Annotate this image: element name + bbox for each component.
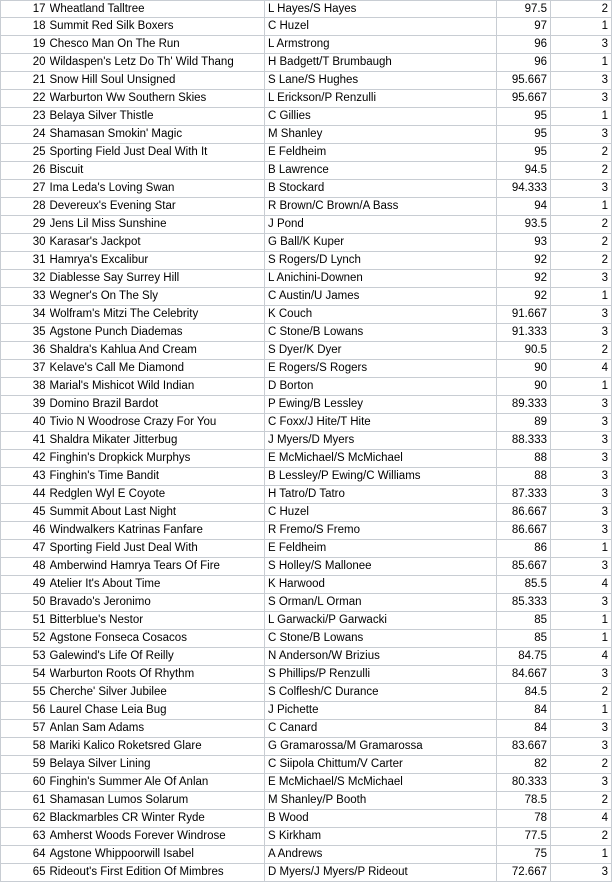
table-row[interactable] (1, 720, 612, 738)
rank-cell[interactable]: 29 (1, 216, 50, 234)
score-cell[interactable]: 91.667 (497, 306, 551, 324)
dog-name-cell[interactable]: Windwalkers Katrinas Fanfare (50, 522, 265, 540)
score-cell[interactable]: 94.333 (497, 180, 551, 198)
count-cell[interactable]: 4 (551, 360, 612, 378)
score-cell[interactable]: 80.333 (497, 774, 551, 792)
score-cell[interactable]: 88 (497, 468, 551, 486)
table-row[interactable] (1, 378, 612, 396)
results-table-body (1, 1, 612, 882)
dog-name-cell[interactable]: Karasar's Jackpot (50, 234, 265, 252)
dog-name-cell[interactable]: Warburton Ww Southern Skies (50, 90, 265, 108)
table-row[interactable] (1, 648, 612, 666)
count-cell[interactable]: 3 (551, 504, 612, 522)
table-row[interactable] (1, 270, 612, 288)
table-row[interactable] (1, 432, 612, 450)
rank-cell[interactable]: 24 (1, 126, 50, 144)
table-row[interactable] (1, 684, 612, 702)
owners-cell[interactable]: M Shanley (265, 126, 497, 144)
score-cell[interactable]: 85.333 (497, 594, 551, 612)
owners-cell[interactable]: E Feldheim (265, 540, 497, 558)
owners-cell[interactable]: C Foxx/J Hite/T Hite (265, 414, 497, 432)
rank-cell[interactable]: 47 (1, 540, 50, 558)
table-row[interactable] (1, 360, 612, 378)
rank-cell[interactable]: 27 (1, 180, 50, 198)
table-row[interactable] (1, 162, 612, 180)
count-cell[interactable]: 3 (551, 486, 612, 504)
rank-cell[interactable]: 21 (1, 72, 50, 90)
count-cell[interactable]: 3 (551, 522, 612, 540)
owners-cell[interactable]: L Erickson/P Renzulli (265, 90, 497, 108)
count-cell[interactable]: 2 (551, 792, 612, 810)
table-row[interactable] (1, 558, 612, 576)
rank-cell[interactable]: 49 (1, 576, 50, 594)
dog-name-cell[interactable]: Amberwind Hamrya Tears Of Fire (50, 558, 265, 576)
table-row[interactable] (1, 180, 612, 198)
dog-name-cell[interactable]: Tivio N Woodrose Crazy For You (50, 414, 265, 432)
dog-name-cell[interactable]: Bravado's Jeronimo (50, 594, 265, 612)
dog-name-cell[interactable]: Kelave's Call Me Diamond (50, 360, 265, 378)
owners-cell[interactable]: S Rogers/D Lynch (265, 252, 497, 270)
table-row[interactable] (1, 612, 612, 630)
count-cell[interactable]: 3 (551, 864, 612, 882)
score-cell[interactable]: 88 (497, 450, 551, 468)
dog-name-cell[interactable]: Shaldra's Kahlua And Cream (50, 342, 265, 360)
rank-cell[interactable]: 56 (1, 702, 50, 720)
owners-cell[interactable]: L Armstrong (265, 36, 497, 54)
count-cell[interactable]: 3 (551, 414, 612, 432)
owners-cell[interactable]: S Holley/S Mallonee (265, 558, 497, 576)
score-cell[interactable]: 92 (497, 252, 551, 270)
rank-cell[interactable]: 31 (1, 252, 50, 270)
dog-name-cell[interactable]: Domino Brazil Bardot (50, 396, 265, 414)
owners-cell[interactable]: S Phillips/P Renzulli (265, 666, 497, 684)
table-row[interactable] (1, 1, 612, 18)
score-cell[interactable]: 88.333 (497, 432, 551, 450)
score-cell[interactable]: 90 (497, 360, 551, 378)
dog-name-cell[interactable]: Agstone Whippoorwill Isabel (50, 846, 265, 864)
count-cell[interactable]: 3 (551, 738, 612, 756)
rank-cell[interactable]: 53 (1, 648, 50, 666)
table-row[interactable] (1, 774, 612, 792)
owners-cell[interactable]: S Dyer/K Dyer (265, 342, 497, 360)
score-cell[interactable]: 95.667 (497, 90, 551, 108)
count-cell[interactable]: 3 (551, 396, 612, 414)
score-cell[interactable]: 75 (497, 846, 551, 864)
dog-name-cell[interactable]: Diablesse Say Surrey Hill (50, 270, 265, 288)
score-cell[interactable]: 84.75 (497, 648, 551, 666)
owners-cell[interactable]: G Gramarossa/M Gramarossa (265, 738, 497, 756)
dog-name-cell[interactable]: Anlan Sam Adams (50, 720, 265, 738)
score-cell[interactable]: 85 (497, 630, 551, 648)
score-cell[interactable]: 95.667 (497, 72, 551, 90)
rank-cell[interactable]: 35 (1, 324, 50, 342)
count-cell[interactable]: 2 (551, 756, 612, 774)
score-cell[interactable]: 93.5 (497, 216, 551, 234)
owners-cell[interactable]: J Myers/D Myers (265, 432, 497, 450)
count-cell[interactable]: 2 (551, 216, 612, 234)
dog-name-cell[interactable]: Blackmarbles CR Winter Ryde (50, 810, 265, 828)
table-row[interactable] (1, 18, 612, 36)
score-cell[interactable]: 86.667 (497, 522, 551, 540)
count-cell[interactable]: 3 (551, 90, 612, 108)
table-row[interactable] (1, 72, 612, 90)
score-cell[interactable]: 78.5 (497, 792, 551, 810)
rank-cell[interactable]: 59 (1, 756, 50, 774)
table-row[interactable] (1, 54, 612, 72)
table-row[interactable] (1, 216, 612, 234)
count-cell[interactable]: 3 (551, 36, 612, 54)
score-cell[interactable]: 94 (497, 198, 551, 216)
table-row[interactable] (1, 288, 612, 306)
table-row[interactable] (1, 504, 612, 522)
dog-name-cell[interactable]: Chesco Man On The Run (50, 36, 265, 54)
score-cell[interactable]: 77.5 (497, 828, 551, 846)
table-row[interactable] (1, 450, 612, 468)
score-cell[interactable]: 94.5 (497, 162, 551, 180)
table-row[interactable] (1, 864, 612, 882)
table-row[interactable] (1, 36, 612, 54)
owners-cell[interactable]: S Kirkham (265, 828, 497, 846)
dog-name-cell[interactable]: Sporting Field Just Deal With (50, 540, 265, 558)
owners-cell[interactable]: C Canard (265, 720, 497, 738)
dog-name-cell[interactable]: Sporting Field Just Deal With It (50, 144, 265, 162)
dog-name-cell[interactable]: Shaldra Mikater Jitterbug (50, 432, 265, 450)
rank-cell[interactable]: 25 (1, 144, 50, 162)
owners-cell[interactable]: H Tatro/D Tatro (265, 486, 497, 504)
score-cell[interactable]: 72.667 (497, 864, 551, 882)
count-cell[interactable]: 1 (551, 198, 612, 216)
owners-cell[interactable]: L Hayes/S Hayes (265, 1, 497, 18)
rank-cell[interactable]: 52 (1, 630, 50, 648)
owners-cell[interactable]: S Orman/L Orman (265, 594, 497, 612)
score-cell[interactable]: 92 (497, 270, 551, 288)
owners-cell[interactable]: J Pichette (265, 702, 497, 720)
dog-name-cell[interactable]: Shamasan Smokin' Magic (50, 126, 265, 144)
table-row[interactable] (1, 342, 612, 360)
rank-cell[interactable]: 17 (1, 1, 50, 18)
score-cell[interactable]: 85.667 (497, 558, 551, 576)
count-cell[interactable]: 3 (551, 126, 612, 144)
dog-name-cell[interactable]: Wildaspen's Letz Do Th' Wild Thang (50, 54, 265, 72)
rank-cell[interactable]: 43 (1, 468, 50, 486)
owners-cell[interactable]: E McMichael/S McMichael (265, 450, 497, 468)
owners-cell[interactable]: K Couch (265, 306, 497, 324)
dog-name-cell[interactable]: Hamrya's Excalibur (50, 252, 265, 270)
count-cell[interactable]: 4 (551, 810, 612, 828)
table-row[interactable] (1, 324, 612, 342)
count-cell[interactable]: 2 (551, 828, 612, 846)
count-cell[interactable]: 3 (551, 594, 612, 612)
table-row[interactable] (1, 414, 612, 432)
count-cell[interactable]: 4 (551, 576, 612, 594)
dog-name-cell[interactable]: Ima Leda's Loving Swan (50, 180, 265, 198)
rank-cell[interactable]: 39 (1, 396, 50, 414)
dog-name-cell[interactable]: Amherst Woods Forever Windrose (50, 828, 265, 846)
count-cell[interactable]: 2 (551, 144, 612, 162)
rank-cell[interactable]: 58 (1, 738, 50, 756)
table-row[interactable] (1, 540, 612, 558)
count-cell[interactable]: 1 (551, 18, 612, 36)
table-row[interactable] (1, 90, 612, 108)
dog-name-cell[interactable]: Biscuit (50, 162, 265, 180)
rank-cell[interactable]: 51 (1, 612, 50, 630)
count-cell[interactable]: 2 (551, 252, 612, 270)
score-cell[interactable]: 86 (497, 540, 551, 558)
owners-cell[interactable]: C Siipola Chittum/V Carter (265, 756, 497, 774)
score-cell[interactable]: 95 (497, 144, 551, 162)
rank-cell[interactable]: 34 (1, 306, 50, 324)
count-cell[interactable]: 3 (551, 666, 612, 684)
rank-cell[interactable]: 19 (1, 36, 50, 54)
rank-cell[interactable]: 20 (1, 54, 50, 72)
owners-cell[interactable]: B Wood (265, 810, 497, 828)
score-cell[interactable]: 86.667 (497, 504, 551, 522)
dog-name-cell[interactable]: Finghin's Summer Ale Of Anlan (50, 774, 265, 792)
dog-name-cell[interactable]: Wheatland Talltree (50, 1, 265, 18)
count-cell[interactable]: 3 (551, 72, 612, 90)
dog-name-cell[interactable]: Devereux's Evening Star (50, 198, 265, 216)
table-row[interactable] (1, 306, 612, 324)
dog-name-cell[interactable]: Wegner's On The Sly (50, 288, 265, 306)
count-cell[interactable]: 4 (551, 648, 612, 666)
dog-name-cell[interactable]: Bitterblue's Nestor (50, 612, 265, 630)
score-cell[interactable]: 84.5 (497, 684, 551, 702)
rank-cell[interactable]: 40 (1, 414, 50, 432)
count-cell[interactable]: 1 (551, 846, 612, 864)
rank-cell[interactable]: 65 (1, 864, 50, 882)
count-cell[interactable]: 3 (551, 774, 612, 792)
owners-cell[interactable]: D Borton (265, 378, 497, 396)
dog-name-cell[interactable]: Finghin's Time Bandit (50, 468, 265, 486)
rank-cell[interactable]: 60 (1, 774, 50, 792)
table-row[interactable] (1, 666, 612, 684)
score-cell[interactable]: 93 (497, 234, 551, 252)
dog-name-cell[interactable]: Shamasan Lumos Solarum (50, 792, 265, 810)
count-cell[interactable]: 2 (551, 342, 612, 360)
owners-cell[interactable]: C Austin/U James (265, 288, 497, 306)
count-cell[interactable]: 3 (551, 180, 612, 198)
owners-cell[interactable]: C Huzel (265, 504, 497, 522)
table-row[interactable] (1, 576, 612, 594)
count-cell[interactable]: 1 (551, 702, 612, 720)
dog-name-cell[interactable]: Belaya Silver Lining (50, 756, 265, 774)
count-cell[interactable]: 3 (551, 432, 612, 450)
rank-cell[interactable]: 42 (1, 450, 50, 468)
table-row[interactable] (1, 594, 612, 612)
table-row[interactable] (1, 630, 612, 648)
owners-cell[interactable]: P Ewing/B Lessley (265, 396, 497, 414)
dog-name-cell[interactable]: Mariki Kalico Roketsred Glare (50, 738, 265, 756)
count-cell[interactable]: 2 (551, 162, 612, 180)
count-cell[interactable]: 3 (551, 306, 612, 324)
score-cell[interactable]: 84 (497, 720, 551, 738)
score-cell[interactable]: 84.667 (497, 666, 551, 684)
score-cell[interactable]: 90 (497, 378, 551, 396)
owners-cell[interactable]: L Anichini-Downen (265, 270, 497, 288)
owners-cell[interactable]: S Lane/S Hughes (265, 72, 497, 90)
owners-cell[interactable]: N Anderson/W Brizius (265, 648, 497, 666)
score-cell[interactable]: 85.5 (497, 576, 551, 594)
count-cell[interactable]: 3 (551, 468, 612, 486)
owners-cell[interactable]: A Andrews (265, 846, 497, 864)
owners-cell[interactable]: C Gillies (265, 108, 497, 126)
count-cell[interactable]: 1 (551, 630, 612, 648)
dog-name-cell[interactable]: Belaya Silver Thistle (50, 108, 265, 126)
owners-cell[interactable]: D Myers/J Myers/P Rideout (265, 864, 497, 882)
rank-cell[interactable]: 38 (1, 378, 50, 396)
owners-cell[interactable]: M Shanley/P Booth (265, 792, 497, 810)
dog-name-cell[interactable]: Wolfram's Mitzi The Celebrity (50, 306, 265, 324)
rank-cell[interactable]: 61 (1, 792, 50, 810)
dog-name-cell[interactable]: Snow Hill Soul Unsigned (50, 72, 265, 90)
dog-name-cell[interactable]: Laurel Chase Leia Bug (50, 702, 265, 720)
owners-cell[interactable]: G Ball/K Kuper (265, 234, 497, 252)
dog-name-cell[interactable]: Agstone Punch Diademas (50, 324, 265, 342)
rank-cell[interactable]: 50 (1, 594, 50, 612)
rank-cell[interactable]: 32 (1, 270, 50, 288)
owners-cell[interactable]: L Garwacki/P Garwacki (265, 612, 497, 630)
table-row[interactable] (1, 234, 612, 252)
owners-cell[interactable]: J Pond (265, 216, 497, 234)
rank-cell[interactable]: 64 (1, 846, 50, 864)
table-row[interactable] (1, 828, 612, 846)
table-row[interactable] (1, 792, 612, 810)
owners-cell[interactable]: C Stone/B Lowans (265, 324, 497, 342)
table-row[interactable] (1, 846, 612, 864)
count-cell[interactable]: 1 (551, 288, 612, 306)
rank-cell[interactable]: 48 (1, 558, 50, 576)
table-row[interactable] (1, 810, 612, 828)
rank-cell[interactable]: 18 (1, 18, 50, 36)
owners-cell[interactable]: R Fremo/S Fremo (265, 522, 497, 540)
rank-cell[interactable]: 28 (1, 198, 50, 216)
count-cell[interactable]: 2 (551, 234, 612, 252)
score-cell[interactable]: 96 (497, 36, 551, 54)
rank-cell[interactable]: 62 (1, 810, 50, 828)
rank-cell[interactable]: 41 (1, 432, 50, 450)
table-row[interactable] (1, 396, 612, 414)
owners-cell[interactable]: B Stockard (265, 180, 497, 198)
count-cell[interactable]: 3 (551, 270, 612, 288)
table-row[interactable] (1, 144, 612, 162)
rank-cell[interactable]: 44 (1, 486, 50, 504)
table-row[interactable] (1, 108, 612, 126)
owners-cell[interactable]: E Rogers/S Rogers (265, 360, 497, 378)
score-cell[interactable]: 82 (497, 756, 551, 774)
dog-name-cell[interactable]: Agstone Fonseca Cosacos (50, 630, 265, 648)
count-cell[interactable]: 2 (551, 684, 612, 702)
score-cell[interactable]: 96 (497, 54, 551, 72)
count-cell[interactable]: 1 (551, 612, 612, 630)
score-cell[interactable]: 95 (497, 126, 551, 144)
count-cell[interactable]: 1 (551, 108, 612, 126)
dog-name-cell[interactable]: Galewind's Life Of Reilly (50, 648, 265, 666)
owners-cell[interactable]: K Harwood (265, 576, 497, 594)
dog-name-cell[interactable]: Summit Red Silk Boxers (50, 18, 265, 36)
table-row[interactable] (1, 486, 612, 504)
score-cell[interactable]: 84 (497, 702, 551, 720)
table-row[interactable] (1, 522, 612, 540)
owners-cell[interactable]: B Lessley/P Ewing/C Williams (265, 468, 497, 486)
table-row[interactable] (1, 702, 612, 720)
dog-name-cell[interactable]: Summit About Last Night (50, 504, 265, 522)
rank-cell[interactable]: 46 (1, 522, 50, 540)
score-cell[interactable]: 90.5 (497, 342, 551, 360)
score-cell[interactable]: 97.5 (497, 1, 551, 18)
rank-cell[interactable]: 30 (1, 234, 50, 252)
score-cell[interactable]: 95 (497, 108, 551, 126)
owners-cell[interactable]: E McMichael/S McMichael (265, 774, 497, 792)
rank-cell[interactable]: 36 (1, 342, 50, 360)
table-row[interactable] (1, 468, 612, 486)
rank-cell[interactable]: 23 (1, 108, 50, 126)
table-row[interactable] (1, 252, 612, 270)
count-cell[interactable]: 1 (551, 54, 612, 72)
score-cell[interactable]: 78 (497, 810, 551, 828)
score-cell[interactable]: 85 (497, 612, 551, 630)
dog-name-cell[interactable]: Redglen Wyl E Coyote (50, 486, 265, 504)
owners-cell[interactable]: B Lawrence (265, 162, 497, 180)
rank-cell[interactable]: 55 (1, 684, 50, 702)
dog-name-cell[interactable]: Jens Lil Miss Sunshine (50, 216, 265, 234)
table-row[interactable] (1, 756, 612, 774)
owners-cell[interactable]: C Stone/B Lowans (265, 630, 497, 648)
rank-cell[interactable]: 57 (1, 720, 50, 738)
score-cell[interactable]: 83.667 (497, 738, 551, 756)
table-row[interactable] (1, 198, 612, 216)
owners-cell[interactable]: C Huzel (265, 18, 497, 36)
score-cell[interactable]: 89 (497, 414, 551, 432)
dog-name-cell[interactable]: Rideout's First Edition Of Mimbres (50, 864, 265, 882)
rank-cell[interactable]: 22 (1, 90, 50, 108)
owners-cell[interactable]: R Brown/C Brown/A Bass (265, 198, 497, 216)
count-cell[interactable]: 3 (551, 720, 612, 738)
rank-cell[interactable]: 54 (1, 666, 50, 684)
count-cell[interactable]: 1 (551, 378, 612, 396)
owners-cell[interactable]: E Feldheim (265, 144, 497, 162)
count-cell[interactable]: 3 (551, 324, 612, 342)
dog-name-cell[interactable]: Warburton Roots Of Rhythm (50, 666, 265, 684)
rank-cell[interactable]: 33 (1, 288, 50, 306)
count-cell[interactable]: 1 (551, 540, 612, 558)
rank-cell[interactable]: 63 (1, 828, 50, 846)
dog-name-cell[interactable]: Cherche' Silver Jubilee (50, 684, 265, 702)
table-row[interactable] (1, 738, 612, 756)
dog-name-cell[interactable]: Marial's Mishicot Wild Indian (50, 378, 265, 396)
dog-name-cell[interactable]: Atelier It's About Time (50, 576, 265, 594)
score-cell[interactable]: 87.333 (497, 486, 551, 504)
owners-cell[interactable]: H Badgett/T Brumbaugh (265, 54, 497, 72)
score-cell[interactable]: 92 (497, 288, 551, 306)
rank-cell[interactable]: 45 (1, 504, 50, 522)
count-cell[interactable]: 3 (551, 558, 612, 576)
count-cell[interactable]: 2 (551, 1, 612, 18)
score-cell[interactable]: 91.333 (497, 324, 551, 342)
table-row[interactable] (1, 126, 612, 144)
score-cell[interactable]: 97 (497, 18, 551, 36)
dog-name-cell[interactable]: Finghin's Dropkick Murphys (50, 450, 265, 468)
rank-cell[interactable]: 26 (1, 162, 50, 180)
rank-cell[interactable]: 37 (1, 360, 50, 378)
count-cell[interactable]: 3 (551, 450, 612, 468)
owners-cell[interactable]: S Colflesh/C Durance (265, 684, 497, 702)
score-cell[interactable]: 89.333 (497, 396, 551, 414)
